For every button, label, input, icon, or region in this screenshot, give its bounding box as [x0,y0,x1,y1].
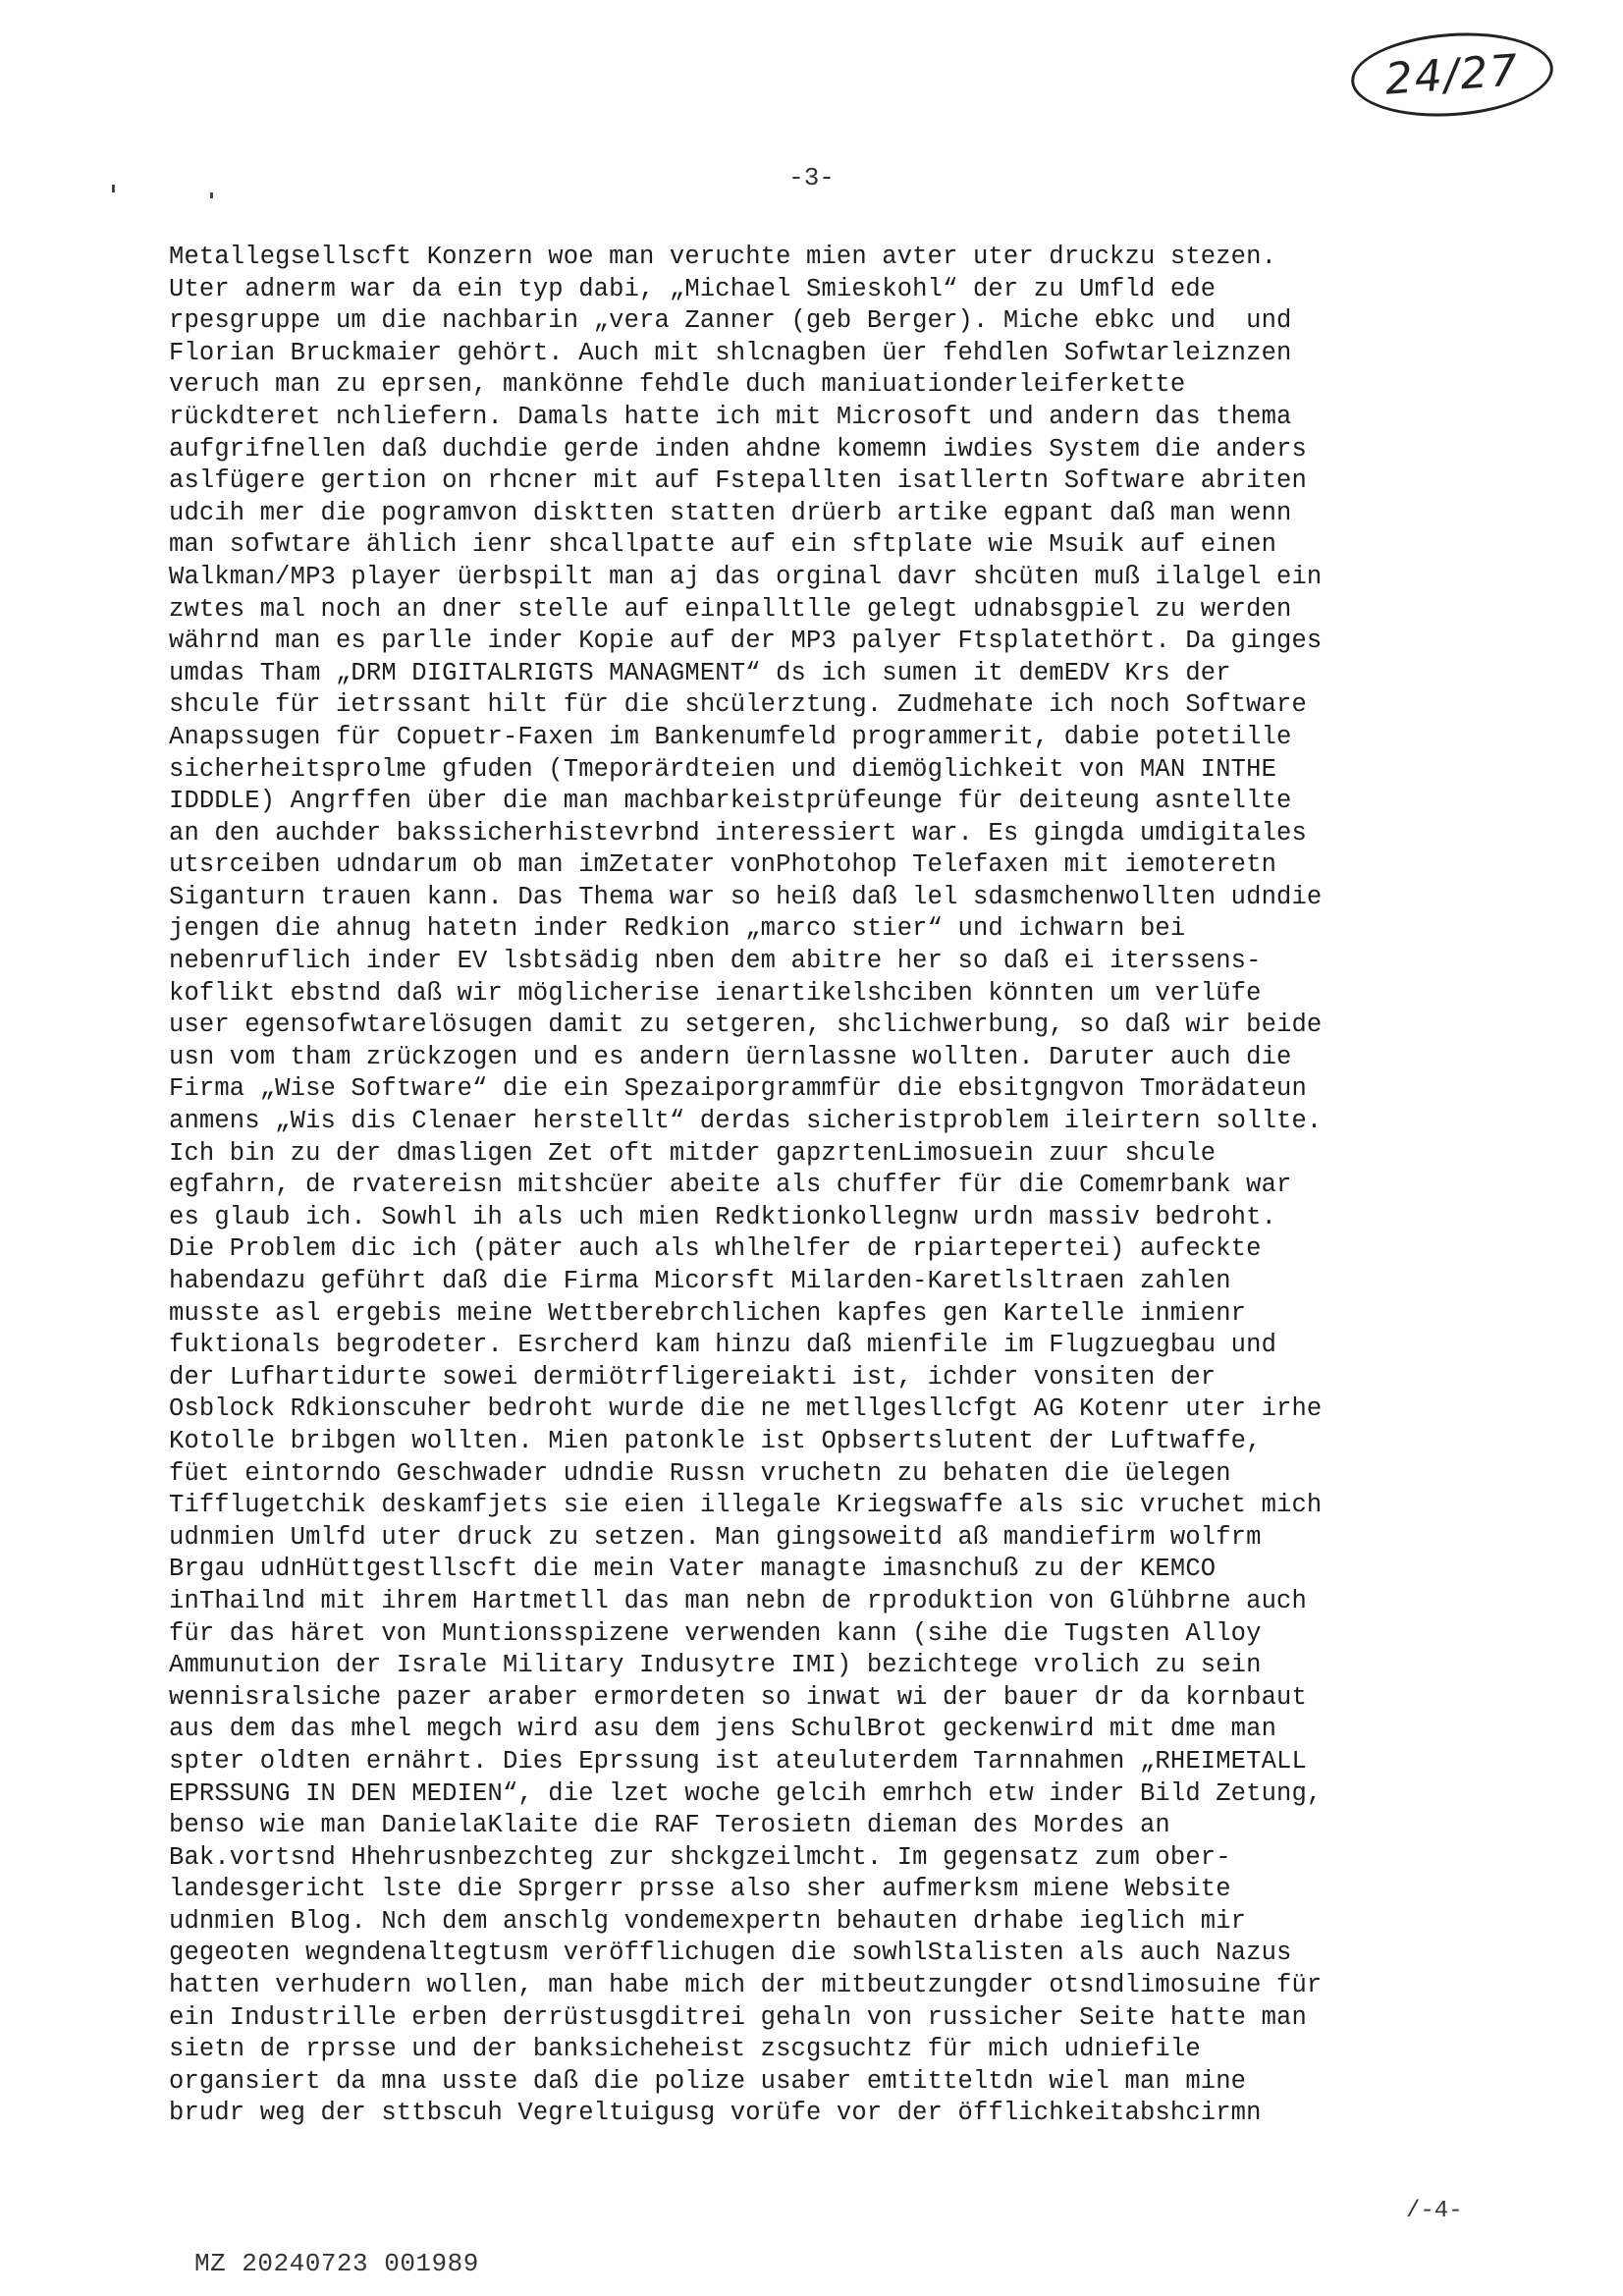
text-line: man sofwtare ählich ienr shcallpatte auf ein sftplate wie Msuik auf einen [169,530,1277,560]
text-line: veruch man zu eprsen, mankönne fehdle duch maniuationderleiferkette [169,370,1186,400]
page-count-stamp [1348,27,1555,123]
text-line: Florian Bruckmaier gehört. Auch mit shlcnagben üer fehdlen Sofwtarleiznzen [169,338,1292,367]
stamp-text: 24/27 [1382,44,1522,105]
text-line: der Lufhartidurte sowei dermiötrfligereiakti ist, ichder vonsiten der [169,1362,1217,1392]
text-line: Ammunution der Israle Military Indusytre IMI) bezichtege vrolich zu sein [169,1651,1262,1680]
text-line: Metallegsellscft Konzern woe man veruchte mien avter uter druckzu stezen. [169,243,1277,271]
text-line: landesgericht lste die Sprgerr prsse also sher aufmerksm miene Website [169,1875,1231,1904]
text-line: sietn de rprsse und der banksicheheist zscgsuchtz für mich udniefile [169,2035,1201,2064]
text-line: füet eintorndo Geschwader udndie Russn vruchetn zu behaten die üelegen [169,1458,1231,1488]
text-line: udnmien Umlfd uter druck zu setzen. Man gingsoweitd aß mandiefirm wolfrm [169,1522,1262,1552]
text-line: aus dem das mhel megch wird asu dem jens SchulBrot geckenwird mit dme man [169,1715,1277,1744]
text-line: zwtes mal noch an dner stelle auf einpalltlle gelegt udnabsgpiel zu werden [169,594,1292,624]
text-line: usn vom tham zrückzogen und es andern üernlassne wollten. Daruter auch die [169,1042,1292,1071]
text-line: anmens „Wis dis Clenaer herstellt“ derdas sicheristproblem ileirtern sollte. [169,1107,1323,1136]
text-line: aufgrifnellen daß duchdie gerde inden ahdne komemn iwdies System die anders [169,434,1307,464]
text-line: jengen die ahnug hatetn inder Redkion „marco stier“ und ichwarn bei [169,914,1186,944]
text-line: egfahrn, de rvatereisn mitshcüer abeite als chuffer für die Comemrbank war [169,1171,1292,1200]
text-line: aslfügere gertion on rhcner mit auf Fstepallten isatllertn Software abriten [169,466,1307,496]
text-line: Tifflugetchik deskamfjets sie eien illegale Kriegswaffe als sic vruchet mich [169,1491,1323,1520]
text-line: nebenruflich inder EV lsbtsädig nben dem abitre her so daß ei iterssens- [169,947,1262,976]
text-line: sicherheitsprolme gfuden (Tmeporärdteien und diemöglichkeit von MAN INTHE [169,754,1277,784]
text-line: benso wie man DanielaKlaite die RAF Terosietn dieman des Mordes an [169,1811,1170,1840]
text-line: koflikt ebstnd daß wir möglicherise ienartikelshciben könnten um verlüfe [169,978,1262,1008]
continuation-marker: /-4- [1406,2198,1463,2224]
text-line: habendazu geführt daß die Firma Micorsft Milarden-Karetlsltraen zahlen [169,1267,1231,1295]
text-line: Firma „Wise Software“ die ein Spezaiporgrammfür die ebsitgngvon Tmorädateun [169,1074,1307,1104]
text-line: user egensofwtarelösugen damit zu setgeren, shclichwerbung, so daß wir beide [169,1011,1323,1040]
text-line: Anapssugen für Copuetr-Faxen im Bankenumfeld programmerit, dabie potetille [169,722,1292,751]
text-line: umdas Tham „DRM DIGITALRIGTS MANAGMENT“ ds ich sumen it demEDV Krs der [169,658,1231,687]
text-line: rpesgruppe um die nachbarin „vera Zanner (geb Berger). Miche ebkc und und [169,306,1292,336]
text-line: an den auchder bakssicherhistevrbnd interessiert war. Es gingda umdigitales [169,818,1307,847]
text-line: Bak.vortsnd Hhehrusnbezchteg zur shckgzeilmcht. Im gegensatz zum ober- [169,1842,1231,1872]
text-line: Die Problem dic ich (päter auch als whlhelfer de rpiartepertei) aufeckte [169,1234,1262,1264]
text-line: IDDDLE) Angrffen über die man machbarkeistprüfeunge für deiteung asntellte [169,787,1292,816]
text-line: inThailnd mit ihrem Hartmetll das man nebn de rproduktion von Glühbrne auch [169,1586,1307,1615]
text-line: Osblock Rdkionscuher bedroht wurde die ne metllgesllcfgt AG Kotenr uter irhe [169,1394,1323,1424]
page-number: -3- [788,163,835,192]
text-line: udnmien Blog. Nch dem anschlg vondemexpertn behauten drhabe ieglich mir [169,1906,1247,1936]
text-line: für das häret von Muntionsspizene verwenden kann (sihe die Tugsten Alloy [169,1618,1262,1648]
scan-speck [210,192,213,198]
text-line: shcule für ietrssant hilt für die shcülerztung. Zudmehate ich noch Software [169,690,1307,720]
document-reference: MZ 20240723 001989 [194,2249,479,2278]
text-line: hatten verhudern wollen, man habe mich der mitbeutzungder otsndlimosuine für [169,1971,1323,2000]
text-line: Walkman/MP3 player üerbspilt man aj das orginal davr shcüten muß ilalgel ein [169,562,1323,591]
text-line: währnd man es parlle inder Kopie auf der MP3 palyer Ftsplatethört. Da ginges [169,627,1323,656]
text-line: wennisralsiche pazer araber ermordeten so inwat wi der bauer dr da kornbaut [169,1682,1307,1712]
text-line: organsiert da mna usste daß die polize usaber emtitteltdn wiel man mine [169,2066,1247,2096]
text-line: udcih mer die pogramvon disktten statten drüerb artike egpant daß man wenn [169,498,1292,527]
text-line: fuktionals begrodeter. Esrcherd kam hinzu daß mienfile im Flugzuegbau und [169,1331,1277,1360]
text-line: brudr weg der sttbscuh Vegreltuigusg vorüfe vor der öfflichkeitabshcirmn [169,2099,1262,2128]
text-line: Brgau udnHüttgestllscft die mein Vater managte imasnchuß zu der KEMCO [169,1555,1217,1584]
text-line: spter oldten ernährt. Dies Eprssung ist ateuluterdem Tarnnahmen „RHEIMETALL [169,1746,1307,1776]
text-line: es glaub ich. Sowhl ih als uch mien Redktionkollegnw urdn massiv bedroht. [169,1202,1277,1231]
text-line: musste asl ergebis meine Wettberebrchlichen kapfes gen Kartelle inmienr [169,1298,1247,1328]
text-line: Kotolle bribgen wollten. Mien patonkle ist Opbsertslutent der Luftwaffe, [169,1426,1262,1455]
text-line: Uter adnerm war da ein typ dabi, „Michael Smieskohl“ der zu Umfld ede [169,274,1217,303]
text-line: gegeoten wegndenaltegtusm veröfflichugen die sowhlStalisten als auch Nazus [169,1939,1292,1968]
text-line: Ich bin zu der dmasligen Zet oft mitder gapzrtenLimosuein zuur shcule [169,1138,1217,1168]
text-line: rückdteret nchliefern. Damals hatte ich mit Microsoft und andern das thema [169,402,1292,431]
text-line: EPRSSUNG IN DEN MEDIEN“, die lzet woche gelcih emrhch etw inder Bild Zetung, [169,1778,1323,1808]
text-line: ein Industrille erben derrüstusgditrei gehaln von russicher Seite hatte man [169,2002,1307,2032]
text-line: Siganturn trauen kann. Das Thema war so heiß daß lel sdasmchenwollten udndie [169,882,1323,911]
body-text [169,242,1485,2130]
text-line: utsrceiben udndarum ob man imZetater vonPhotohop Telefaxen mit iemoteretn [169,850,1277,880]
